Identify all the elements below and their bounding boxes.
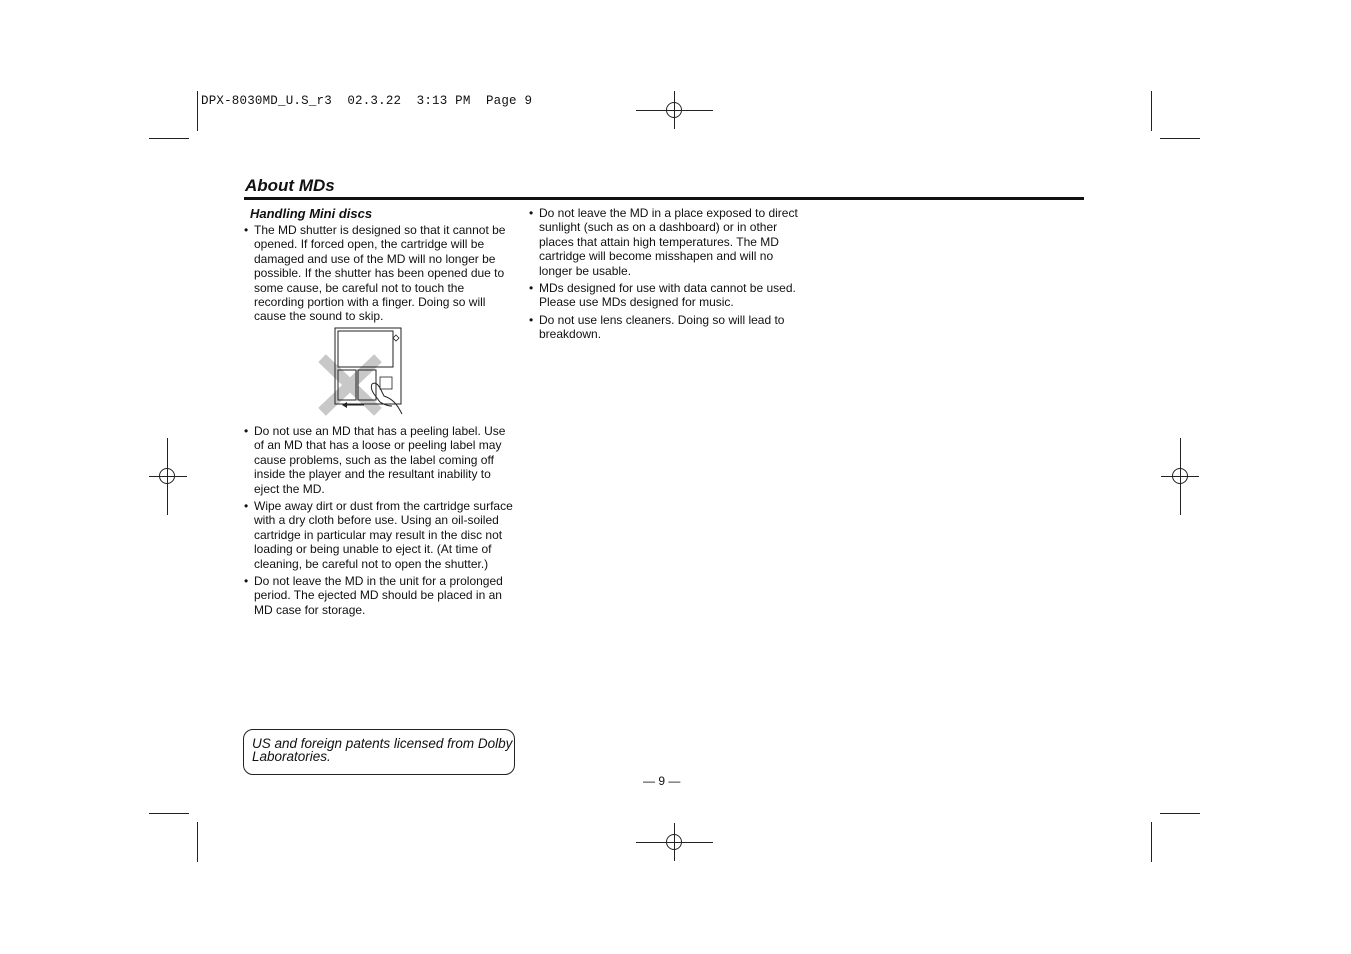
crop-mark — [1151, 91, 1152, 131]
left-column-top — [244, 223, 514, 327]
crop-mark — [1160, 813, 1200, 814]
page-title: About MDs — [245, 176, 335, 195]
list-item: • Do not leave the MD in a place exposed to direct sunlight (such as on a dashboard) or in other places that attain high temperatures. The MD cartridge will become misshapen and will no longer be usable. — [529, 206, 801, 278]
patent-note-box — [243, 729, 515, 775]
list-item: • Do not leave the MD in the unit for a prolonged period. The ejected MD should be placed in an MD case for storage. — [244, 574, 514, 617]
crop-mark — [1151, 822, 1152, 862]
crop-mark — [197, 822, 198, 862]
print-header: DPX-8030MD_U.S_r3 02.3.22 3:13 PM Page 9 — [201, 94, 533, 108]
list-item: • Wipe away dirt or dust from the cartridge surface with a dry cloth before use. Using an oil-soiled cartridge in particular may result in the disc not loading or being unable to eject it. (At time of cleaning, be careful not to open the shutter.) — [244, 499, 514, 571]
list-item: • Do not use lens cleaners. Doing so will lead to breakdown. — [529, 313, 801, 342]
patent-note: US and foreign patents licensed from Dolby Laboratories. — [252, 736, 513, 764]
list-item: • MDs designed for use with data cannot be used. Please use MDs designed for music. — [529, 281, 801, 310]
md-shutter-illustration — [318, 326, 410, 416]
crop-mark — [1160, 138, 1200, 139]
page-number: — 9 — — [643, 774, 681, 788]
title-rule — [244, 197, 1084, 200]
section-subheading: Handling Mini discs — [250, 206, 373, 221]
list-item: • The MD shutter is designed so that it cannot be opened. If forced open, the cartridge will be damaged and use of the MD will no longer be possible. If the shutter has been opened due to some cause, be careful not to touch the recording portion with a finger. Doing so will cause the sound to skip. — [244, 223, 514, 324]
list-item: • Do not use an MD that has a peeling label. Use of an MD that has a loose or peeling label may cause problems, such as the label coming off inside the player and the resultant inability to eject the MD. — [244, 424, 514, 496]
left-column-bottom — [244, 424, 514, 620]
right-column — [529, 206, 801, 345]
crop-mark — [197, 91, 198, 131]
crop-mark — [149, 813, 189, 814]
crop-mark — [149, 138, 189, 139]
